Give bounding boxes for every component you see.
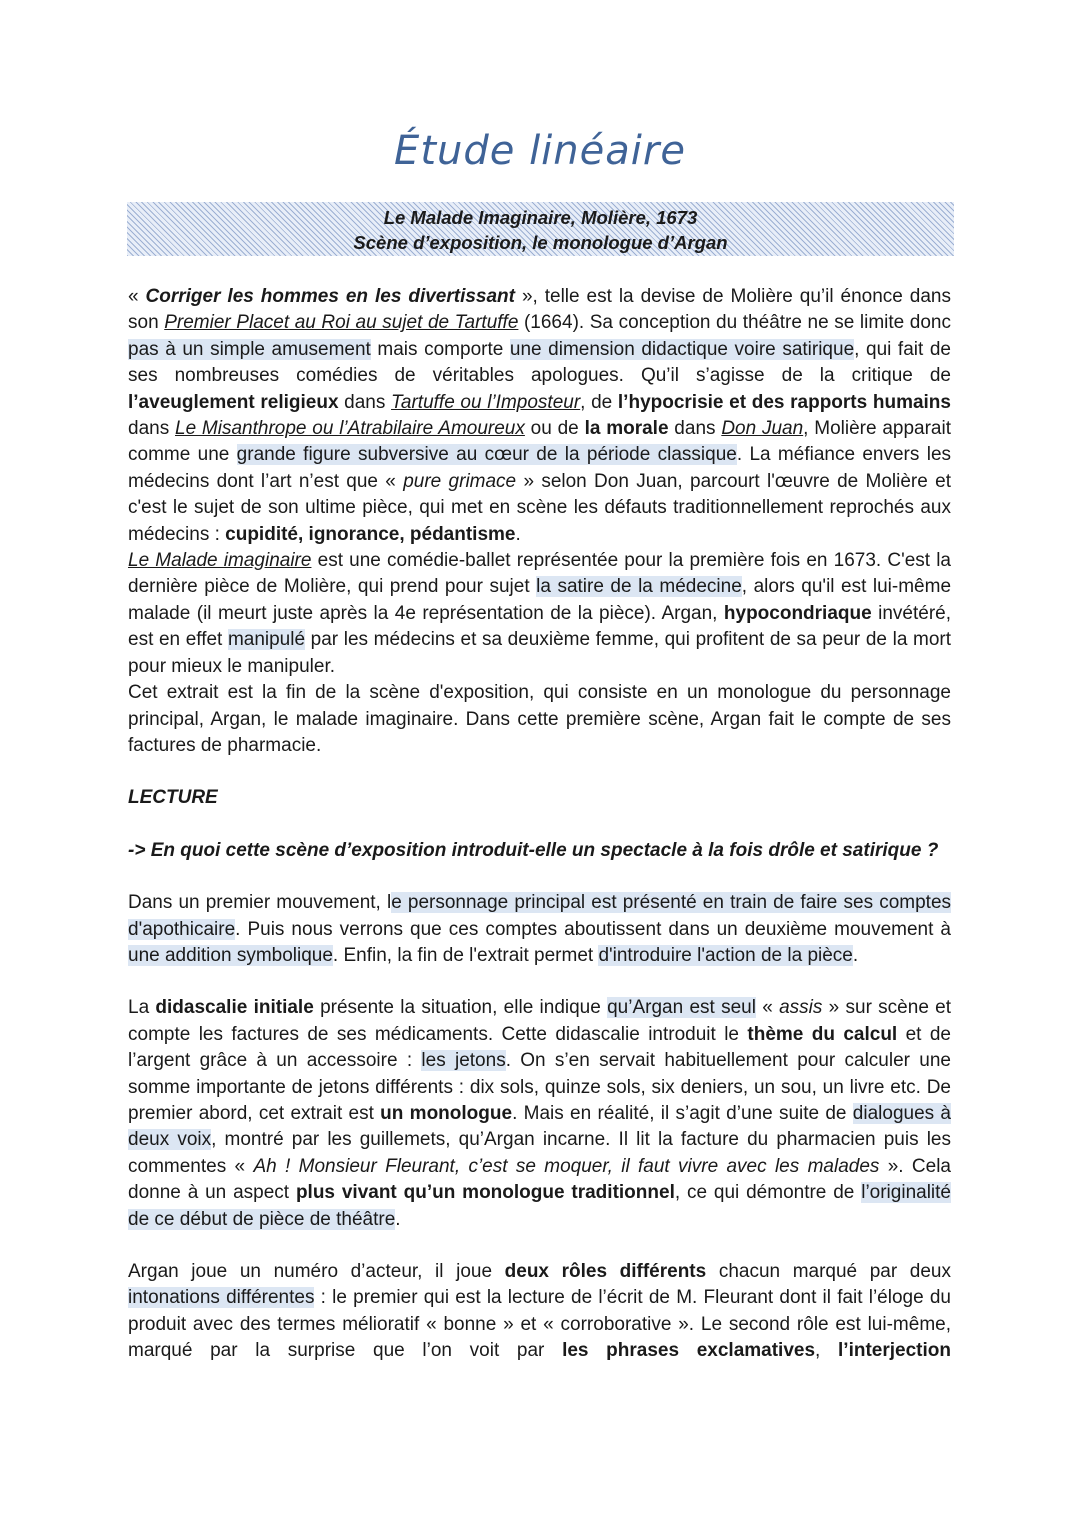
highlight: manipulé — [227, 629, 306, 651]
analysis-paragraph-2: Argan joue un numéro d’acteur, il joue deux rôles différents chacun marqué par deux intonations différentes : le premier qui est la lecture de l’écrit de M. Fleurant dont il fait l’éloge du produit avec des termes mélioratif « bonne » et « corroborative ». Le second rôle est lui-même, marqué par la surprise que l’on voit par les phrases exclamatives, l’interjection — [128, 1261, 951, 1362]
context-paragraph: Le Malade imaginaire est une comédie-ballet représentée pour la première fois en 1673. C'est la dernière pièce de Molière, qui prend pour sujet la satire de la médecine, alors qu'il est lui-même malade (il meurt juste après la 4e représentation de la pièce). Argan, hypocondriaque invétéré, est en effet manipulé par les médecins et sa deuxième femme, qui profitent de sa peur de la mort pour mieux le manipuler. — [128, 550, 952, 677]
highlight: l’originalité de ce début de pièce de théâtre — [128, 1182, 951, 1230]
highlight: une addition symbolique — [128, 944, 333, 966]
problematic-question: -> En quoi cette scène d’exposition introduit-elle un spectacle à la fois drôle et satirique ? — [128, 839, 939, 861]
extract-paragraph: Cet extrait est la fin de la scène d'exposition, qui consiste en un monologue du personnage principal, Argan, le malade imaginaire. Dans cette première scène, Argan fait le compte de ses factures de pharmacie. — [128, 682, 951, 756]
highlight: e personnage principal est présenté en train de faire ses comptes d'apothicaire — [128, 892, 952, 940]
work-reference: Le Misanthrope ou l’Atrabilaire Amoureux — [175, 418, 525, 440]
highlight: les jetons — [421, 1050, 506, 1072]
work-reference: Don Juan — [721, 418, 804, 440]
highlight: pas à un simple amusement — [128, 338, 371, 360]
page-title: Étude linéaire — [394, 128, 686, 174]
highlight: qu’Argan est seul — [607, 997, 756, 1019]
highlight: une dimension didactique voire satirique — [509, 338, 855, 360]
analysis-paragraph-1: La didascalie initiale présente la situation, elle indique qu’Argan est seul « assis » sur scène et compte les factures de ses médicaments. Cette didascalie introduit le thème du calcul et de l’argent grâce à un accessoire : les jetons. On s’en servait habituellement pour calculer une somme importante de jetons différents : dix sols, quinze sols, six deniers, un sou, un livre etc. De premier abord, cet extrait est un monologue. Mais en réalité, il s’agit d’une suite de dialogues à deux voix, montré par les guillemets, qu’Argan incarne. Il lit la facture du pharmacien puis les commentes « Ah ! Monsieur Fleurant, c’est se moquer, il faut vivre avec les malades ». Cela donne à un aspect plus vivant qu’un monologue traditionnel, ce qui démontre de l’originalité de ce début de pièce de théâtre. — [128, 997, 952, 1230]
highlight: la satire de la médecine — [536, 576, 742, 598]
work-banner — [127, 202, 954, 256]
banner-work-title: Le Malade Imaginaire, Molière, 1673 — [383, 207, 698, 228]
plan-paragraph: Dans un premier mouvement, le personnage principal est présenté en train de faire ses comptes d'apothicaire. Puis nous verrons que ces comptes aboutissent dans un deuxième mouvement à une addition symbolique. Enfin, la fin de l'extrait permet d'introduire l'action de la pièce. — [128, 892, 952, 966]
highlight: d'introduire l'action de la pièce — [598, 944, 853, 966]
highlight: dialogues à deux voix — [128, 1102, 951, 1151]
highlight: intonations différentes — [128, 1287, 315, 1309]
document-body — [128, 284, 951, 1365]
intro-paragraph: « Corriger les hommes en les divertissant », telle est la devise de Molière qu’il énonce dans son Premier Placet au Roi au sujet de Tartuffe (1664). Sa conception du théâtre ne se limite donc pas à un simple amusement mais comporte une dimension didactique voire satirique, qui fait de ses nombreuses comédies de véritables apologues. Qu’il s’agisse de la critique de l’aveuglement religieux dans Tartuffe ou l’Imposteur, de l’hypocrisie et des rapports humains dans Le Misanthrope ou l’Atrabilaire Amoureux ou de la morale dans Don Juan, Molière apparait comme une grande figure subversive au cœur de la période classique. La méfiance envers les médecins dont l’art n’est que « pure grimace » selon Don Juan, parcourt l'œuvre de Molière et c'est le sujet de son ultime pièce, qui met en scène les défauts traditionnellement reprochés aux médecins : cupidité, ignorance, pédantisme. — [128, 286, 952, 545]
work-reference: Tartuffe ou l’Imposteur — [391, 391, 581, 413]
highlight: grande figure subversive au cœur de la période classique — [236, 444, 737, 466]
work-reference: Le Malade imaginaire — [128, 550, 312, 572]
work-reference: Premier Placet au Roi au sujet de Tartuffe — [164, 312, 519, 334]
lecture-heading: LECTURE — [128, 787, 218, 809]
banner-scene-title: Scène d’exposition, le monologue d’Argan — [353, 232, 728, 253]
